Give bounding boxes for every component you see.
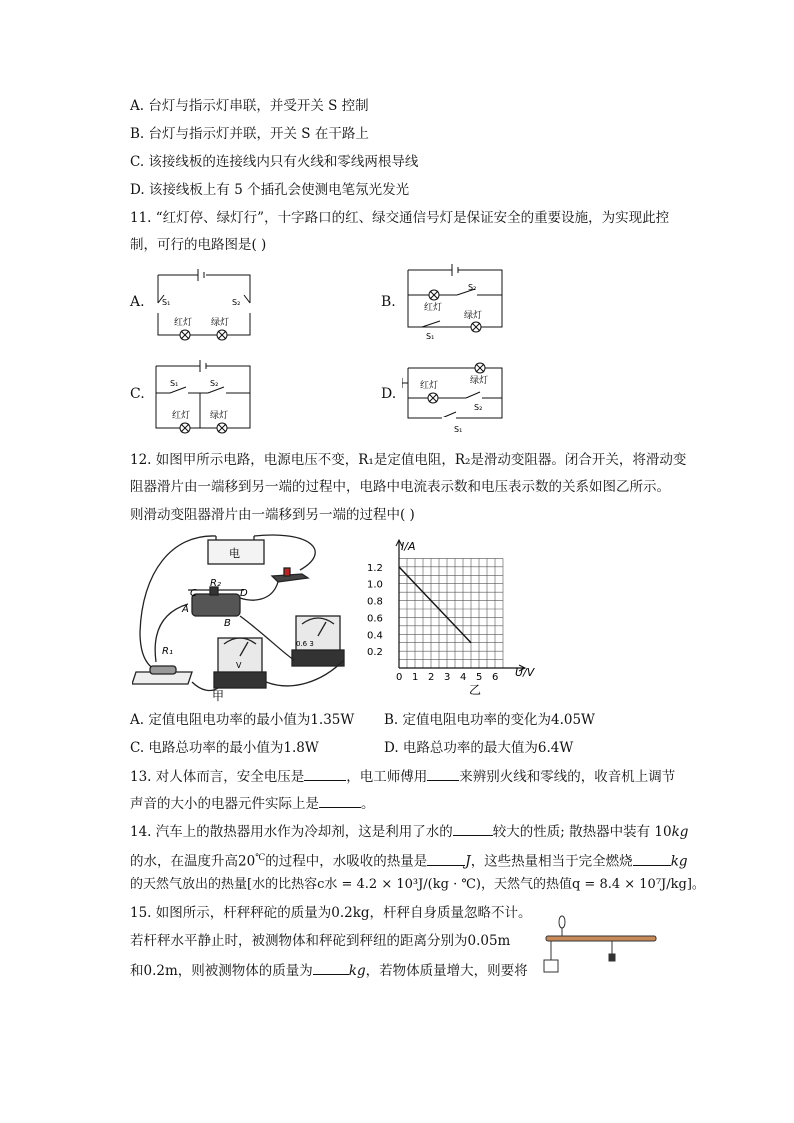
q10-option-d: D. 该接线板上有 5 个插孔会使测电笔氖光发光 bbox=[130, 182, 410, 198]
q14-degree-symbol: ℃ bbox=[255, 853, 266, 863]
q12-stem-line3: 则滑动变阻器滑片由一端移到另一端的过程中( ) bbox=[130, 507, 415, 523]
terminal-b-label: B bbox=[224, 618, 231, 629]
x-tick-label: 1 bbox=[412, 672, 419, 683]
y-tick-label: 0.8 bbox=[367, 596, 383, 608]
circuit-b-s2-label: S₂ bbox=[468, 283, 477, 292]
q13-blank-3[interactable] bbox=[319, 793, 361, 808]
figure-yi-label: 乙 bbox=[469, 683, 482, 697]
x-tick-label: 5 bbox=[476, 672, 483, 683]
circuit-c-green-label: 绿灯 bbox=[210, 411, 229, 421]
q12-stem-line2: 阻器滑片由一端移到另一端的过程中，电路中电流表示数和电压表示数的关系如图乙所示。 bbox=[130, 479, 670, 495]
q10-option-a: A. 台灯与指示灯串联，并受开关 S 控制 bbox=[130, 98, 369, 114]
y-axis-label: I/A bbox=[401, 540, 416, 553]
graph-series bbox=[399, 567, 471, 643]
q13-text-part5: 。 bbox=[361, 796, 375, 812]
figure-jia-label: 甲 bbox=[212, 689, 225, 703]
q13-text-part3: 来辨别火线和零线的，收音机上调节 bbox=[459, 769, 676, 785]
q11-stem-line2: 制，可行的电路图是( ) bbox=[130, 237, 267, 253]
q14-text-part1: 14. 汽车上的散热器用水作为冷却剂，这是利用了水的 bbox=[130, 824, 453, 840]
figure-jia-apparatus bbox=[132, 532, 360, 704]
r1-label: R₁ bbox=[162, 646, 173, 657]
y-tick-label: 0.6 bbox=[367, 613, 383, 625]
q15-blank-1[interactable] bbox=[313, 960, 349, 975]
q15-text-part2: ，若物体质量增大，则要将 bbox=[365, 963, 528, 979]
circuit-c-s2-label: S₂ bbox=[210, 379, 219, 388]
q14-line2 bbox=[130, 849, 688, 871]
r2-label: R₂ bbox=[210, 578, 221, 589]
q14-text-part4: 的过程中，水吸收的热量是 bbox=[265, 853, 428, 870]
circuit-diagram-a bbox=[150, 265, 260, 345]
x-axis-label: U/V bbox=[515, 666, 535, 679]
series-line bbox=[399, 567, 471, 643]
circuit-a-s2-label: S₂ bbox=[232, 298, 241, 307]
q12-option-c: C. 电路总功率的最小值为1.8W bbox=[130, 740, 319, 756]
terminal-c-label: C bbox=[190, 588, 197, 599]
circuit-c-s1-label: S₁ bbox=[170, 379, 179, 388]
q14-blank-3[interactable] bbox=[633, 851, 671, 866]
q11-label-b: B. bbox=[381, 294, 396, 310]
q13-text-part2: ，电工师傅用 bbox=[346, 769, 428, 785]
circuit-d-s2-label: S₂ bbox=[474, 403, 483, 412]
steelyard-figure bbox=[540, 914, 662, 980]
q10-option-c: C. 该接线板的连接线内只有火线和零线两根导线 bbox=[130, 154, 419, 170]
q13-line2 bbox=[130, 793, 375, 813]
q13-text-part4: 声音的大小的电器元件实际上是 bbox=[130, 796, 319, 812]
q11-label-c: C. bbox=[130, 386, 145, 402]
meter-scale-label: 0.6 3 bbox=[296, 640, 314, 648]
q13-blank-1[interactable] bbox=[304, 766, 346, 781]
x-tick-label: 4 bbox=[460, 672, 467, 683]
q14-unit-kg-2: kg bbox=[670, 853, 688, 870]
circuit-diagram-c bbox=[150, 358, 262, 438]
circuit-c-red-label: 红灯 bbox=[172, 411, 191, 421]
meter-v-label: V bbox=[236, 661, 242, 670]
y-tick-label: 0.2 bbox=[367, 647, 383, 659]
q12-option-b: B. 定值电阻电功率的变化为4.05W bbox=[384, 712, 595, 728]
q11-label-a: A. bbox=[130, 294, 145, 310]
x-tick-label: 6 bbox=[492, 672, 499, 683]
terminal-d-label: D bbox=[240, 588, 248, 599]
q14-blank-1[interactable] bbox=[453, 821, 493, 836]
y-tick-label: 1.2 bbox=[367, 562, 383, 574]
q14-unit-j: J bbox=[465, 853, 471, 870]
q13-line1 bbox=[130, 766, 675, 786]
circuit-d-red-label: 红灯 bbox=[420, 381, 439, 391]
q15-line2: 若杆秤水平静止时，被测物体和秤砣到秤纽的距离分别为0.05m bbox=[130, 933, 511, 949]
q15-unit-kg: kg bbox=[348, 963, 366, 979]
y-tick-label: 0.4 bbox=[367, 630, 383, 642]
q12-option-a: A. 定值电阻电功率的最小值为1.35W bbox=[130, 712, 355, 728]
q14-line3: 的天然气放出的热量[水的比热容c水 = 4.2 × 10³J/(kg · ℃)，天然气的热值q = 8.4 × 10⁷J/kg]。 bbox=[130, 877, 705, 892]
q14-text-part3: 的水，在温度升高20 bbox=[130, 853, 256, 870]
x-tick-label: 0 bbox=[396, 672, 403, 683]
power-supply-label: 电 bbox=[229, 547, 240, 560]
q14-text-part5: ，这些热量相当于完全燃烧 bbox=[470, 853, 633, 870]
figure-yi-graph bbox=[365, 532, 545, 700]
circuit-a-red-label: 红灯 bbox=[174, 318, 193, 328]
q15-line3 bbox=[130, 960, 528, 980]
q15-text-part1: 和0.2m，则被测物体的质量为 bbox=[130, 963, 313, 979]
q14-blank-2[interactable] bbox=[427, 851, 465, 866]
circuit-a-s1-label: S₁ bbox=[162, 298, 171, 307]
q14-unit-kg: kg bbox=[671, 824, 689, 840]
graph-ticks bbox=[367, 563, 498, 683]
circuit-b-green-label: 绿灯 bbox=[464, 311, 483, 321]
circuit-diagram-d bbox=[402, 356, 514, 438]
q15-line1: 15. 如图所示，杆秤秤砣的质量为0.2kg，杆秤自身质量忽略不计。 bbox=[130, 905, 532, 921]
q13-text-part1: 13. 对人体而言，安全电压是 bbox=[130, 769, 305, 785]
q11-label-d: D. bbox=[381, 386, 397, 402]
circuit-b-s1-label: S₁ bbox=[426, 332, 435, 341]
circuit-diagram-b bbox=[402, 262, 514, 342]
q12-stem-line1: 12. 如图甲所示电路，电源电压不变，R₁是定值电阻，R₂是滑动变阻器。闭合开关，将滑动变 bbox=[130, 452, 687, 468]
q10-option-b: B. 台灯与指示灯并联，开关 S 在干路上 bbox=[130, 126, 369, 142]
y-tick-label: 1.0 bbox=[367, 579, 383, 591]
circuit-d-green-label: 绿灯 bbox=[470, 376, 489, 386]
x-tick-label: 2 bbox=[428, 672, 435, 683]
graph-grid bbox=[399, 558, 503, 668]
circuit-d-s1-label: S₁ bbox=[454, 425, 463, 434]
circuit-a-green-label: 绿灯 bbox=[211, 318, 230, 328]
q13-blank-2[interactable] bbox=[427, 766, 459, 781]
q11-stem-line1: 11. “红灯停、绿灯行”，十字路口的红、绿交通信号灯是保证安全的重要设施，为实现此控 bbox=[130, 210, 670, 226]
terminal-a-label: A bbox=[182, 604, 189, 615]
q14-line1 bbox=[130, 821, 688, 841]
circuit-b-red-label: 红灯 bbox=[424, 303, 443, 313]
x-tick-label: 3 bbox=[444, 672, 451, 683]
q12-option-d: D. 电路总功率的最大值为6.4W bbox=[384, 740, 574, 756]
q14-text-part2: 较大的性质; 散热器中装有 10 bbox=[492, 824, 672, 840]
